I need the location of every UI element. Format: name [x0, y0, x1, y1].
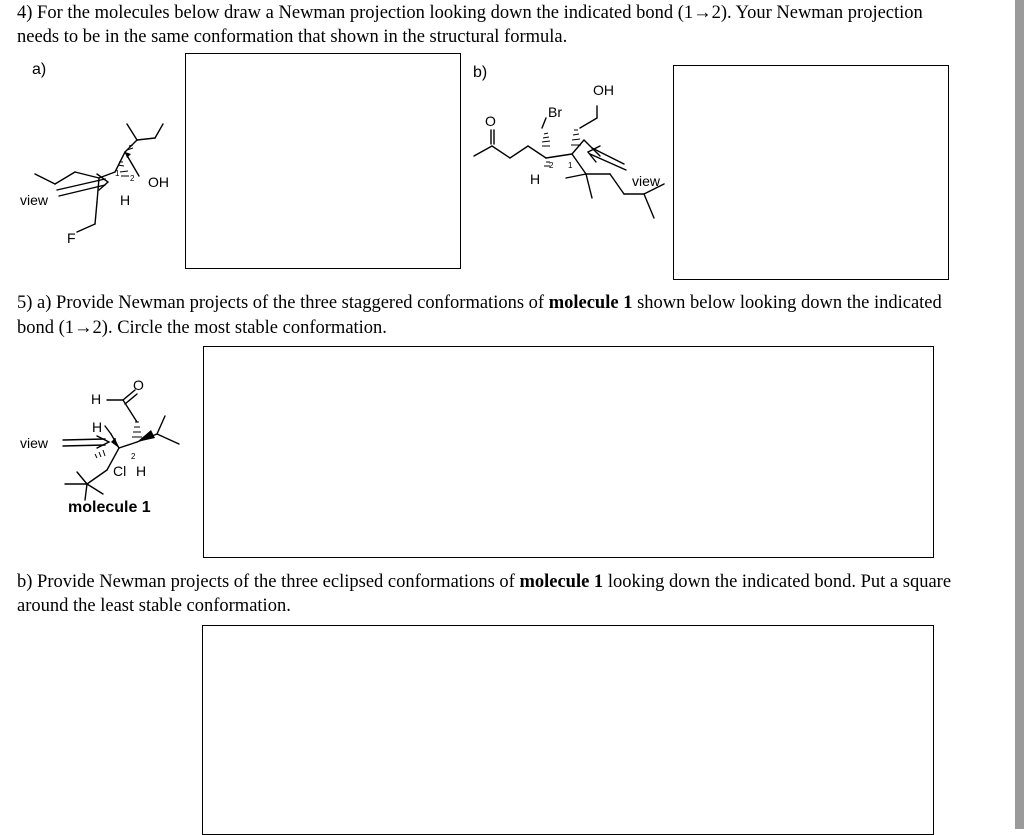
arrow-glyph: → — [74, 316, 93, 337]
question-5b-part-2: looking down the indicated bond. Put a square around the least stable conformation. — [17, 572, 952, 616]
question-4-part-2: 2). Your Newman projection needs to be in the same conformation that shown in the structural formula. — [17, 3, 923, 47]
oxygen-label: O — [485, 113, 496, 129]
question-5a-part-3: 2). Circle the most stable conformation. — [92, 318, 387, 338]
locant-1: 1 — [568, 161, 573, 170]
molecule-a-structure — [15, 110, 190, 250]
question-5b-part-1: b) Provide Newman projects of the three eclipsed conformations of — [17, 572, 520, 592]
locant-1: 1 — [113, 437, 118, 446]
hydroxyl-label: OH — [593, 82, 614, 98]
molecule-1-caption: molecule 1 — [68, 499, 151, 516]
question-5a-part-1: 5) a) Provide Newman projects of the three staggered conformations of — [17, 293, 549, 313]
locant-1: 1 — [115, 169, 120, 178]
locant-2: 2 — [549, 161, 554, 170]
molecule-1-structure — [15, 372, 190, 502]
molecule-b-structure — [468, 78, 678, 228]
answer-box-4a[interactable] — [185, 53, 461, 269]
question-4-part-1: 4) For the molecules below draw a Newman projection looking down the indicated bond (1 — [17, 3, 694, 23]
scrollbar[interactable] — [1015, 0, 1024, 829]
hydrogen-label-2: H — [92, 419, 103, 435]
bromine-label: Br — [548, 104, 562, 120]
part-a-label: a) — [32, 61, 47, 78]
fluorine-label: F — [67, 230, 76, 246]
hydrogen-label: H — [530, 171, 541, 187]
answer-box-5b[interactable] — [202, 625, 934, 835]
locant-2: 2 — [130, 174, 135, 183]
hydrogen-label-3: H — [136, 463, 147, 479]
hydrogen-label: H — [120, 192, 131, 208]
hydrogen-label-1: H — [91, 391, 102, 407]
oxygen-label: O — [133, 377, 144, 393]
view-label: view — [20, 435, 49, 451]
view-label: view — [20, 192, 49, 208]
molecule-1-reference: molecule 1 — [548, 293, 633, 313]
chlorine-label: Cl — [113, 463, 127, 479]
question-5a-text — [17, 291, 957, 340]
arrow-glyph: → — [693, 1, 712, 22]
question-5b-text — [17, 570, 957, 618]
answer-box-4b[interactable] — [673, 65, 949, 280]
molecule-1-reference: molecule 1 — [519, 572, 604, 592]
part-b-label: b) — [473, 64, 488, 81]
hydroxyl-label: OH — [148, 174, 169, 190]
view-label: view — [632, 173, 661, 189]
answer-box-5a[interactable] — [203, 346, 934, 558]
question-5a-part-2: shown below looking down the indicated bond (1 — [17, 293, 942, 338]
locant-2: 2 — [131, 452, 136, 461]
question-4-text — [17, 0, 957, 49]
